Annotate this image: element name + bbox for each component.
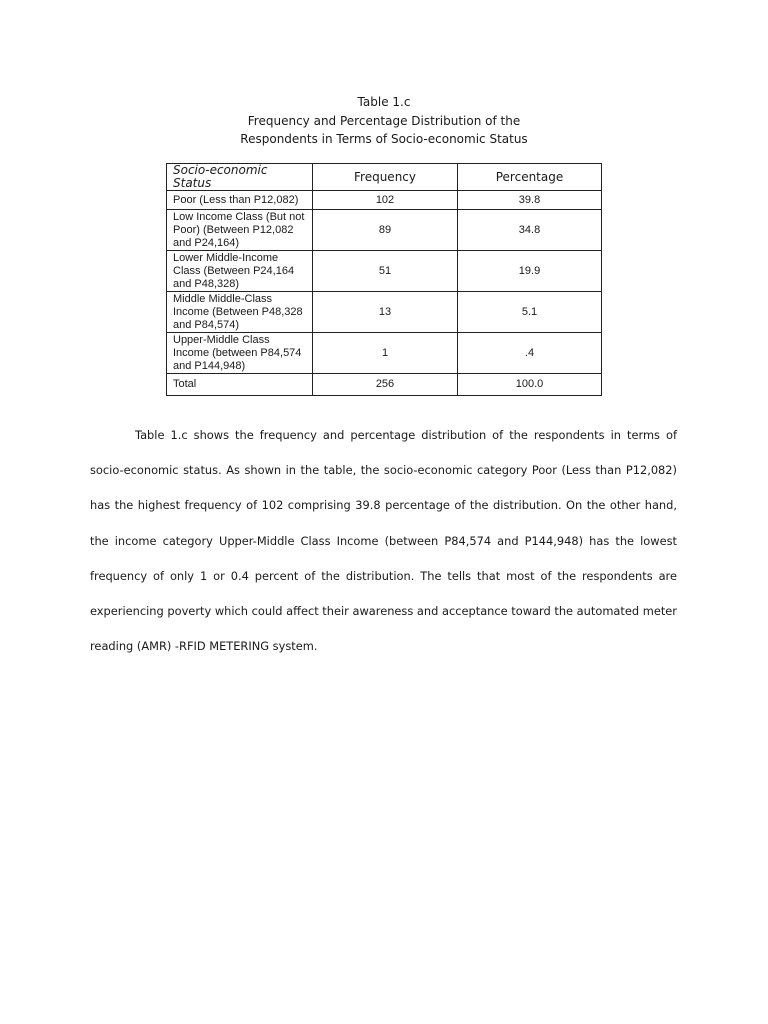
row-category: Lower Middle-Income Class (Between P24,164 and P48,328) xyxy=(167,251,313,292)
total-label: Total xyxy=(167,374,313,396)
table-caption xyxy=(0,93,768,149)
socio-economic-table xyxy=(166,163,602,396)
table-header-row xyxy=(167,164,602,191)
total-frequency: 256 xyxy=(313,374,458,396)
row-frequency: 102 xyxy=(313,191,458,210)
table-number: Table 1.c xyxy=(357,95,411,109)
row-percentage: 5.1 xyxy=(458,292,602,333)
row-category: Low Income Class (But not Poor) (Between P12,082 and P24,164) xyxy=(167,210,313,251)
row-percentage: 19.9 xyxy=(458,251,602,292)
analysis-paragraph: Table 1.c shows the frequency and percentage distribution of the respondents in terms of socio-economic status. As shown in the table, the socio-economic category Poor (Less than P12,082) has the highest frequency of 102 comprising 39.8 percentage of the distribution. On the other hand, the income category Upper-Middle Class Income (between P84,574 and P144,948) has the lowest frequency of only 1 or 0.4 percent of the distribution. The tells that most of the respondents are experiencing poverty which could affect their awareness and acceptance toward the automated meter reading (AMR) -RFID METERING system. xyxy=(90,428,677,654)
row-frequency: 13 xyxy=(313,292,458,333)
table-row xyxy=(167,210,602,251)
row-frequency: 1 xyxy=(313,333,458,374)
column-header-status: Socio-economic Status xyxy=(167,164,313,191)
row-category: Middle Middle-Class Income (Between P48,328 and P84,574) xyxy=(167,292,313,333)
row-percentage: 34.8 xyxy=(458,210,602,251)
table-row xyxy=(167,191,602,210)
column-header-frequency: Frequency xyxy=(313,164,458,191)
row-category: Poor (Less than P12,082) xyxy=(167,191,313,210)
total-percentage: 100.0 xyxy=(458,374,602,396)
table-total-row xyxy=(167,374,602,396)
row-percentage: .4 xyxy=(458,333,602,374)
table-title-line-1: Frequency and Percentage Distribution of the xyxy=(247,113,521,128)
row-percentage: 39.8 xyxy=(458,191,602,210)
column-header-percentage: Percentage xyxy=(458,164,602,191)
row-category: Upper-Middle Class Income (between P84,574 and P144,948) xyxy=(167,333,313,374)
table-row xyxy=(167,292,602,333)
table-row xyxy=(167,251,602,292)
table-title-line-2: Respondents in Terms of Socio-economic Status xyxy=(240,132,528,146)
table-row xyxy=(167,333,602,374)
row-frequency: 89 xyxy=(313,210,458,251)
row-frequency: 51 xyxy=(313,251,458,292)
